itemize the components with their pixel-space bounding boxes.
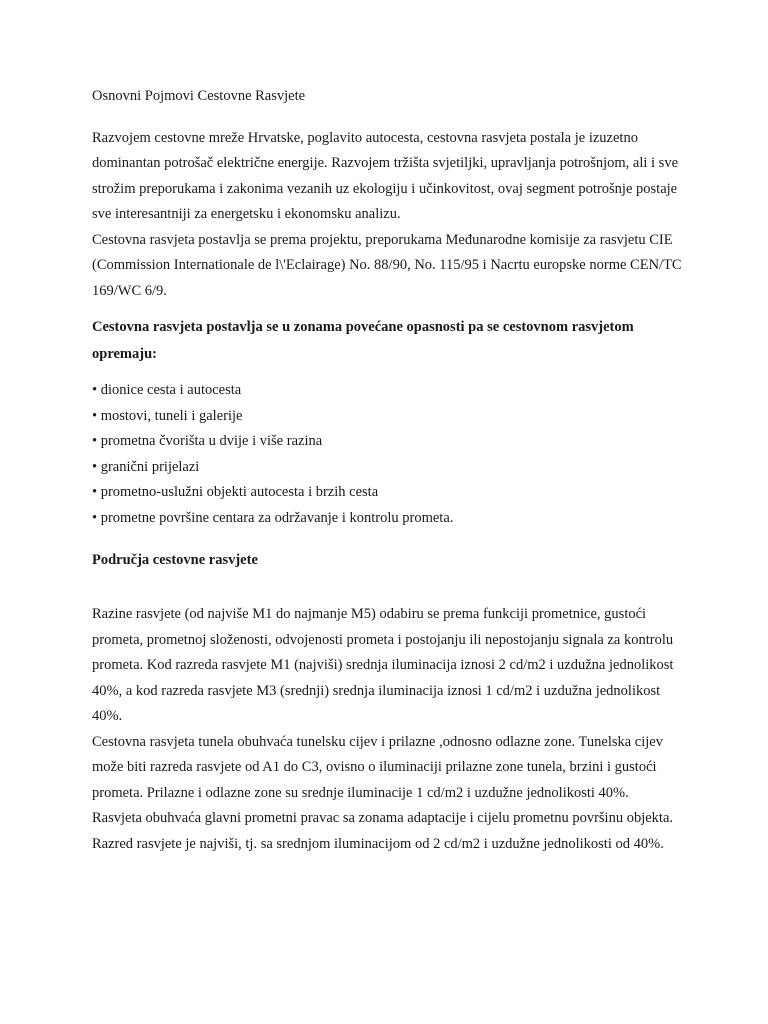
- main-route-paragraph: Rasvjeta obuhvaća glavni prometni pravac sa zonama adaptacije i cijelu prometnu površinu objekta. Razred rasvjete je najviši, tj. sa srednjom iluminacijom od 2 cd/m2 i uzdužne jednolikosti od 40%.: [92, 810, 674, 852]
- section-heading-areas: Područja cestovne rasvjete: [92, 552, 258, 568]
- section-heading-zones: Cestovna rasvjeta postavlja se u zonama povećane opasnosti pa se cestovnom rasvjetom opremaju:: [92, 319, 634, 362]
- list-item: • prometna čvorišta u dvije i više razina: [92, 433, 323, 449]
- bullet-list: [92, 378, 692, 531]
- list-item: • mostovi, tuneli i galerije: [92, 407, 243, 424]
- levels-paragraph: Razine rasvjete (od najviše M1 do najmanje M5) odabiru se prema funkciji prometnice, gustoći prometa, prometnoj složenosti, odvojenosti prometa i postojanju ili nepostojanju signala za kontrolu prometa. Kod razreda rasvjete M1 (najviši) srednja iluminacija iznosi 2 cd/m2 i uzdužna jednolikost 40%, a kod razreda rasvjete M3 (srednji) srednja iluminacija iznosi 1 cd/m2 i uzdužna jednolikost 40%.: [92, 606, 674, 724]
- projection-paragraph: Cestovna rasvjeta postavlja se prema projektu, preporukama Međunarodne komisije za rasvjetu CIE (Commission Internationale de l\'Eclairage) No. 88/90, No. 115/95 i Nacrtu europske norme CEN/TC 169/WC 6/9.: [92, 231, 682, 299]
- tunnel-paragraph: Cestovna rasvjeta tunela obuhvaća tunelsku cijev i prilazne ,odnosno odlazne zone. Tunelska cijev može biti razreda rasvjete od A1 do C3, ovisno o iluminaciji prilazne zone tunela, brzini i gustoći prometa. Prilazne i odlazne zone su srednje iluminacije 1 cd/m2 i uzdužne jednolikosti 40%.: [92, 733, 663, 801]
- document-page: [92, 84, 692, 857]
- list-item: • prometno-uslužni objekti autocesta i brzih cesta: [92, 484, 379, 500]
- list-item: • prometne površine centara za održavanje i kontrolu prometa.: [92, 509, 454, 526]
- spacer: [92, 531, 692, 537]
- document-title: Osnovni Pojmovi Cestovne Rasvjete: [92, 88, 306, 104]
- spacer: [92, 584, 692, 602]
- intro-paragraph: Razvojem cestovne mreže Hrvatske, poglavito autocesta, cestovna rasvjeta postala je izuzetno dominantan potrošač električne energije. Razvojem tržišta svjetiljki, upravljanja potrošnjom, ali i sve strožim preporukama i zakonima vezanih uz ekologiju i učinkovitost, ovaj segment potrošnje postaje sve interesantniji za energetsku i ekonomsku analizu.: [92, 129, 679, 222]
- list-item: • dionice cesta i autocesta: [92, 382, 242, 398]
- list-item: • granični prijelazi: [92, 458, 200, 475]
